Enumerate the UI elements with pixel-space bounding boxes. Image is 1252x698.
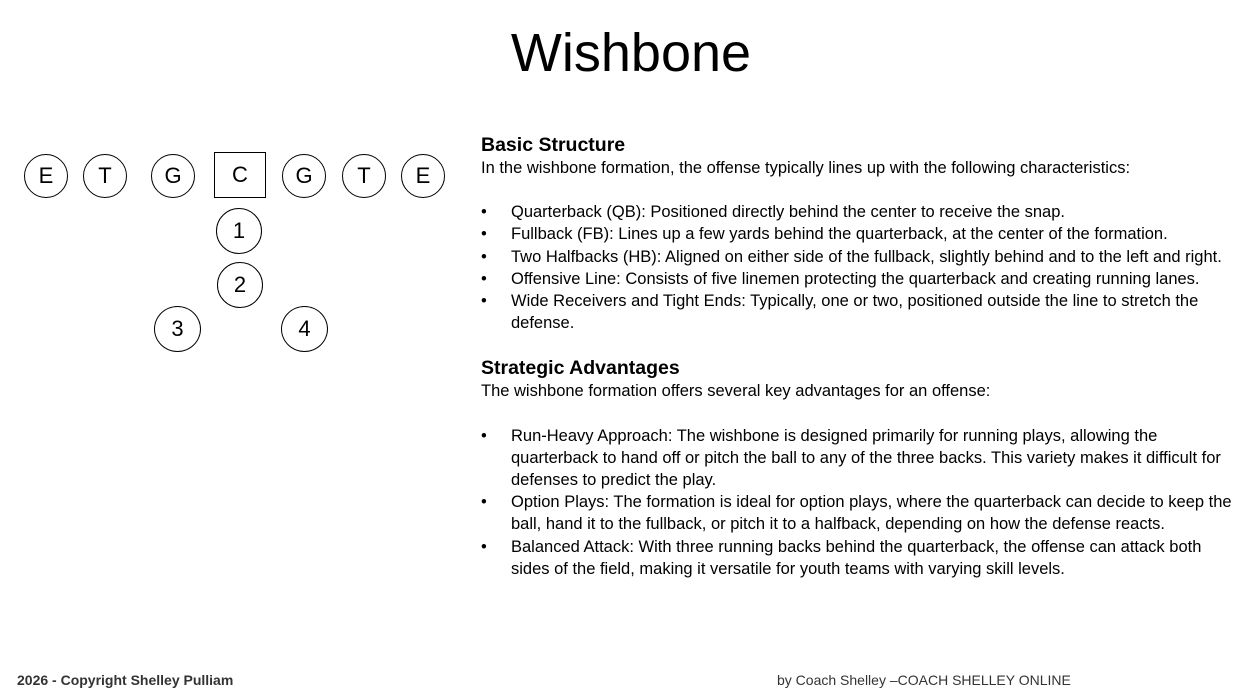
list-item: • Option Plays: The formation is ideal for option plays, where the quarterback can decide to keep the ball, hand it to the fullback, or pitch it to a halfback, depending on how the defense reacts. xyxy=(481,493,1232,534)
list-item: • Quarterback (QB): Positioned directly behind the center to receive the snap. xyxy=(481,203,1065,222)
list-item: • Balanced Attack: With three running backs behind the quarterback, the offense can attack both sides of the field, making it versatile for youth teams with varying skill levels. xyxy=(481,537,1202,578)
strategic-advantages-heading: Strategic Advantages xyxy=(481,357,680,380)
player-right-end: E xyxy=(401,154,445,198)
basic-structure-heading: Basic Structure xyxy=(481,134,626,156)
player-left-tackle: T xyxy=(83,154,127,198)
player-left-guard: G xyxy=(151,154,195,198)
byline-footer: by Coach Shelley –COACH SHELLEY ONLINE xyxy=(777,672,1071,688)
player-left-end: E xyxy=(24,154,68,198)
player-quarterback: 1 xyxy=(216,208,262,254)
player-right-guard: G xyxy=(282,154,326,198)
player-right-halfback: 4 xyxy=(281,306,328,352)
player-right-tackle: T xyxy=(342,154,386,198)
basic-structure-list xyxy=(481,201,1243,334)
list-item: • Run-Heavy Approach: The wishbone is designed primarily for running plays, allowing the quarterback to hand off or pitch the ball to any of the three backs. This variety makes it difficult for defenses to predict the play. xyxy=(481,426,1221,490)
strategic-advantages-list xyxy=(481,425,1243,580)
list-item: • Offensive Line: Consists of five linemen protecting the quarterback and creating running lanes. xyxy=(481,269,1200,288)
player-fullback: 2 xyxy=(217,262,263,308)
copyright-footer: 2026 - Copyright Shelley Pulliam xyxy=(17,672,234,688)
strategic-advantages-intro: The wishbone formation offers several key advantages for an offense: xyxy=(481,382,991,401)
player-left-halfback: 3 xyxy=(154,306,201,352)
basic-structure-intro: In the wishbone formation, the offense typically lines up with the following characteristics: xyxy=(481,159,1131,177)
list-item: • Wide Receivers and Tight Ends: Typically, one or two, positioned outside the line to stretch the defense. xyxy=(481,292,1199,333)
page-title: Wishbone xyxy=(510,23,752,83)
list-item: • Fullback (FB): Lines up a few yards behind the quarterback, at the center of the formation. xyxy=(481,225,1168,244)
list-item: • Two Halfbacks (HB): Aligned on either side of the fullback, slightly behind and to the left and right. xyxy=(481,247,1222,266)
text-content xyxy=(481,133,1243,580)
player-center: C xyxy=(214,152,266,198)
